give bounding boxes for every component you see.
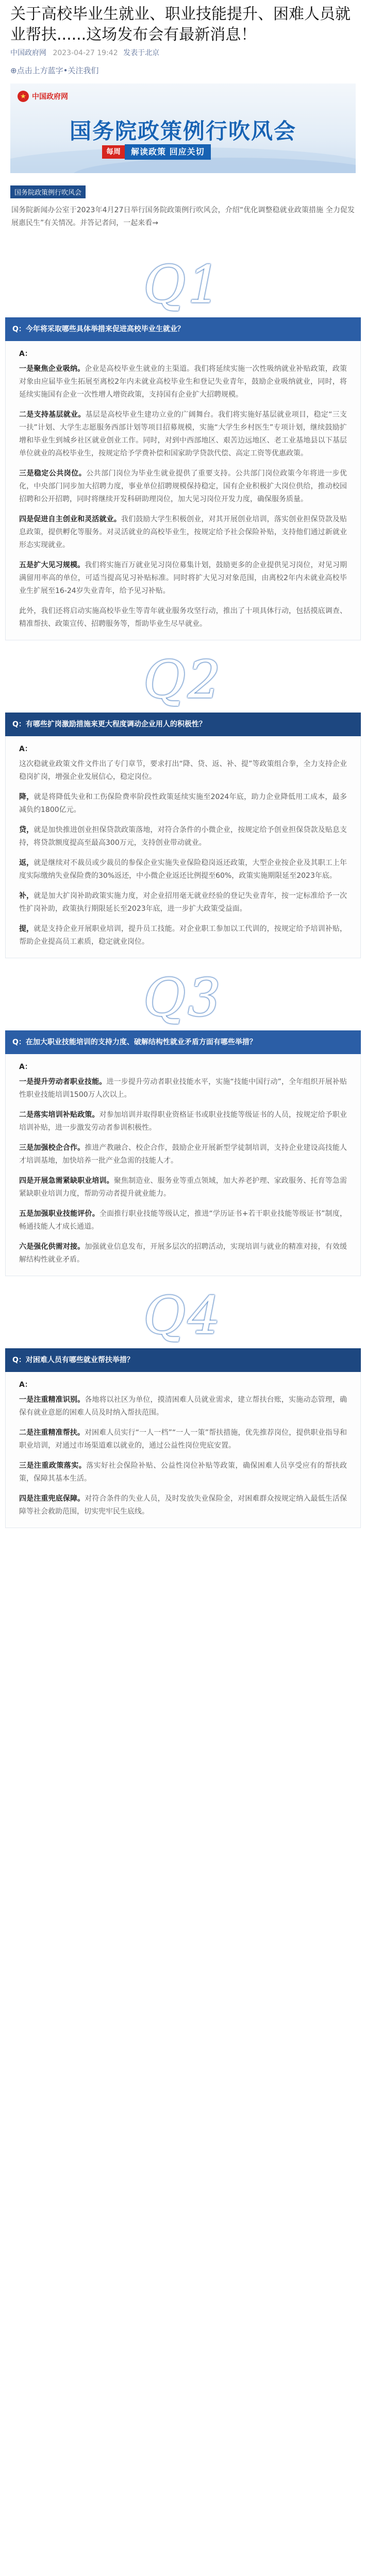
answer-paragraph-lead: 六是强化供需对接。 xyxy=(19,1243,85,1251)
question-number: Q1 xyxy=(143,255,223,315)
answer-paragraph xyxy=(19,1427,347,1452)
question-number-heading xyxy=(0,965,366,1030)
answer-paragraph-text: 就是继续对不裁员或少裁员的参保企业实施失业保险稳岗返还政策，大型企业按企业及其职工上年度实际缴纳失业保险费的30%返还，中小微企业返还比例提至60%，政策实施期限延至2023年底。 xyxy=(19,859,347,880)
answer-paragraph-lead: 五是扩大见习规模。 xyxy=(19,561,85,569)
answer-paragraph xyxy=(19,857,347,883)
answer-box xyxy=(5,341,361,640)
answer-paragraph xyxy=(19,890,347,916)
answer-label: A： xyxy=(19,350,32,358)
question-number: Q3 xyxy=(143,968,223,1028)
answer-paragraph xyxy=(19,1208,347,1233)
answer-paragraph-lead: 一是注重精准识别。 xyxy=(19,1396,85,1404)
answer-paragraph xyxy=(19,1175,347,1200)
answer-paragraph-lead: 四是注重兜底保障。 xyxy=(19,1495,85,1503)
question-bar: Q：今年将采取哪些具体举措来促进高校毕业生就业？ xyxy=(5,317,361,341)
answer-paragraph-lead: 四是促进自主创业和灵活就业。 xyxy=(19,515,121,523)
answer-paragraph-text: 对困难人员实行“一人一档”“一人一策”帮扶措施，优先推荐岗位，提供职业指导和职业培训，对通过市场渠道难以就业的，通过公益性岗位兜底安置。 xyxy=(19,1429,347,1450)
section-label-row xyxy=(0,173,366,197)
banner-logo xyxy=(18,91,68,102)
answer-paragraph-lead: 提， xyxy=(19,925,34,933)
answer-paragraph-text: 此外，我们还将启动实施高校毕业生等青年就业服务攻坚行动，推出了十项具体行动，包括摸底调查、精准帮扶、政策宣传、招聘服务等，帮助毕业生尽早就业。 xyxy=(19,607,347,628)
answer-paragraph-lead: 三是注重政策落实。 xyxy=(19,1462,87,1470)
question-number-heading xyxy=(0,1283,366,1348)
answer-box xyxy=(5,1372,361,1528)
answer-paragraph xyxy=(19,409,347,460)
answer-paragraph-text: 就是支持企业开展职业培训，提升员工技能。对企业职工参加以工代训的，按规定给予培训补贴，帮助企业提高员工素质，稳定就业岗位。 xyxy=(19,925,347,946)
answer-paragraph-text: 这次稳就业政策文件文件出了专门章节，要求打出“降、贷、返、补、提”等政策组合拳，全力支持企业稳岗扩岗，增强企业发展信心，稳定岗位。 xyxy=(19,760,347,781)
answer-paragraph xyxy=(19,467,347,506)
answer-paragraph-lead: 降， xyxy=(19,793,34,801)
answer-paragraph xyxy=(19,1460,347,1485)
answer-paragraph-lead: 五是加强职业技能评价。 xyxy=(19,1210,99,1218)
answer-paragraph-text: 落实好社会保险补贴、公益性岗位补贴等政策，确保困难人员享受应有的帮扶政策，保障其基本生活。 xyxy=(19,1462,347,1483)
answer-paragraph-text: 就是将降低失业和工伤保险费率阶段性政策延续实施至2024年底，助力企业降低用工成本，最多减负约1800亿元。 xyxy=(19,793,347,814)
answer-paragraph-text: 就是加大扩岗补助政策实施力度，对企业招用毫无就业经验的登记失业青年，按一定标准给予一次性扩岗补助，政策执行期限延长至2023年底，进一步扩大政策受益面。 xyxy=(19,892,347,913)
answer-paragraph-lead: 三是加强校企合作。 xyxy=(19,1144,85,1152)
banner-tag-weekly: 每周 xyxy=(102,145,125,159)
answer-paragraph-lead: 贷， xyxy=(19,826,34,834)
answer-paragraph xyxy=(19,559,347,598)
answer-paragraph-lead: 二是支持基层就业。 xyxy=(19,411,86,419)
answer-paragraph xyxy=(19,1142,347,1167)
answer-paragraph xyxy=(19,1493,347,1518)
answer-paragraph-text: 进一步提升劳动者职业技能水平，实施“技能中国行动”，全年组织开展补贴性职业技能培训1500万人次以上。 xyxy=(19,1078,347,1099)
answer-label: A： xyxy=(19,1381,32,1389)
banner-title: 国务院政策例行吹风会 xyxy=(69,118,296,144)
article-date: 2023-04-27 19:42 xyxy=(53,49,118,57)
answer-paragraph xyxy=(19,1394,347,1419)
answer-paragraph-text: 加强就业信息发布，开展多层次的招聘活动，实现培训与就业的精准对接，有效缓解结构性就业矛盾。 xyxy=(19,1243,347,1264)
question-bar: Q：在加大职业技能培训的支持力度、破解结构性就业矛盾方面有哪些举措？ xyxy=(5,1030,361,1054)
article-title: 关于高校毕业生就业、职业技能提升、困难人员就业帮扶......这场发布会有最新消息！ xyxy=(10,5,351,44)
answer-paragraph xyxy=(19,1109,347,1134)
national-emblem-icon: ★ xyxy=(18,91,29,102)
answer-label: A： xyxy=(19,745,32,753)
answer-label: A： xyxy=(19,1063,32,1071)
answer-paragraph-lead: 返， xyxy=(19,859,34,867)
answer-paragraph-text: 公共部门岗位为毕业生就业提供了重要支持。公共部门岗位政策今年将进一步优化，中央部门同步加大招聘力度，事业单位招聘规模保持稳定，国有企业积极扩大岗位供给，推动校园招聘和公开招聘，同时将继续开发科研助理岗位，加大见习岗位开发力度，确保服务质量。 xyxy=(19,469,347,503)
answer-paragraph-lead: 三是稳定公共岗位。 xyxy=(19,469,87,478)
answer-paragraph xyxy=(19,1076,347,1101)
answer-paragraph-lead: 四是开展急需紧缺职业培训。 xyxy=(19,1177,114,1185)
answer-paragraph-text: 对符合条件的失业人员，及时发放失业保险金，对困难群众按规定纳入最低生活保障等社会救助范围，切实兜牢民生底线。 xyxy=(19,1495,347,1516)
question-number-heading xyxy=(0,648,366,713)
question-number: Q2 xyxy=(143,650,223,710)
question-number: Q4 xyxy=(143,1285,223,1346)
answer-paragraph xyxy=(19,824,347,850)
answer-paragraph-text: 企业是高校毕业生就业的主渠道。我们将延续实施一次性吸纳就业补贴政策，政策对象由应届毕业生拓展至离校2年内未就业高校毕业生和登记失业青年，鼓励企业吸纳就业，同时，将延续实施国有企业一次性增人增资政策，支持国有企业扩大招聘规模。 xyxy=(19,365,347,399)
answer-paragraph-text: 我们鼓励大学生积极创业，对其开展创业培训，落实创业担保贷款及贴息政策，提供孵化等服务。对灵活就业的高校毕业生，按规定给予社会保险补贴，支持他们通过新就业形态实现就业。 xyxy=(19,515,347,549)
answer-paragraph xyxy=(19,1241,347,1266)
answer-paragraph-text: 聚焦制造业、服务业等重点领域，加大养老护理、家政服务、托育等急需紧缺职业培训力度，帮助劳动者提升就业能力。 xyxy=(19,1177,347,1198)
answer-paragraph xyxy=(19,363,347,401)
question-bar: Q：有哪些扩岗激励措施来更大程度调动企业用人的积极性？ xyxy=(5,713,361,736)
article-meta xyxy=(0,45,366,61)
answer-box xyxy=(5,736,361,958)
answer-paragraph xyxy=(19,923,347,948)
answer-paragraph-text: 我们将实施百万就业见习岗位募集计划，鼓励更多的企业提供见习岗位，对见习期满留用率高的单位，可适当提高见习补贴标准。同时将扩大见习对象范围，由离校2年内未就业高校毕业生扩展至16-24岁失业青年，给予见习补贴。 xyxy=(19,561,347,595)
answer-paragraph-lead: 一是聚焦企业吸纳。 xyxy=(19,365,85,373)
answer-paragraph-lead: 补， xyxy=(19,892,34,900)
answer-paragraph-text: 对参加培训并取得职业资格证书或职业技能等级证书的人员，按规定给予职业培训补贴，进一步激发劳动者参训积极性。 xyxy=(19,1111,347,1132)
answer-paragraph-text: 全面推行职业技能等级认定，推进“学历证书+若干职业技能等级证书”制度，畅通技能人才成长通道。 xyxy=(19,1210,347,1231)
question-number-heading xyxy=(0,252,366,317)
answer-paragraph-text: 基层是高校毕业生建功立业的广阔舞台。我们将实施好基层就业项目，稳定“三支一扶”计划、大学生志愿服务西部计划等项目招募规模，实施“大学生乡村医生”专项计划，继续鼓励扩增和毕业生到城乡社区就业创业工作。同时，对到中西部地区、艰苦边远地区、老工业基地县以下基层单位就业的高校毕业生，按规定给予学费补偿和国家助学贷款代偿、高定工资等优惠政策。 xyxy=(19,411,347,457)
answer-paragraph-lead: 二是落实培训补贴政策。 xyxy=(19,1111,99,1119)
policy-briefing-banner xyxy=(10,83,356,173)
question-bar: Q：对困难人员有哪些就业帮扶举措？ xyxy=(5,1348,361,1372)
answer-paragraph-text: 推进产教融合、校企合作，鼓励企业开展新型学徒制培训，支持企业建设高技能人才培训基地，加快培养一批产业急需的技能人才。 xyxy=(19,1144,347,1165)
intro-paragraph: 国务院新闻办公室于2023年4月27日举行国务院政策例行吹风会，介绍“优化调整稳就业政策措施 全力促发展惠民生”有关情况。并答记者问，一起来看→ xyxy=(11,206,355,227)
section-label: 国务院政策例行吹风会 xyxy=(10,185,86,198)
article-source-link[interactable]: 中国政府网 xyxy=(10,49,46,57)
answer-paragraph xyxy=(19,758,347,784)
answer-paragraph xyxy=(19,791,347,817)
answer-paragraph-lead: 二是注重精准帮扶。 xyxy=(19,1429,85,1437)
answer-paragraph xyxy=(19,605,347,631)
banner-tagline xyxy=(102,144,211,160)
answer-paragraph-text: 各地将以社区为单位，摸清困难人员就业需求，建立帮扶台账，实施动态管理，确保有就业意愿的困难人员及时纳入帮扶范围。 xyxy=(19,1396,347,1417)
answer-paragraph-text: 就是加快推进创业担保贷款政策落地，对符合条件的小微企业，按规定给予创业担保贷款及贴息支持，将贷款额度提高至最高300万元，支持创业带动就业。 xyxy=(19,826,347,847)
answer-paragraph xyxy=(19,513,347,552)
follow-us-link[interactable]: ⊕点击上方蓝字•关注我们 xyxy=(10,66,99,75)
qa-container xyxy=(0,252,366,1528)
answer-box xyxy=(5,1054,361,1276)
banner-logo-text: 中国政府网 xyxy=(32,93,68,101)
article-location: 发表于北京 xyxy=(123,49,160,57)
answer-paragraph-lead: 一是提升劳动者职业技能。 xyxy=(19,1078,107,1086)
banner-tag-slogan: 解读政策 回应关切 xyxy=(125,144,211,160)
